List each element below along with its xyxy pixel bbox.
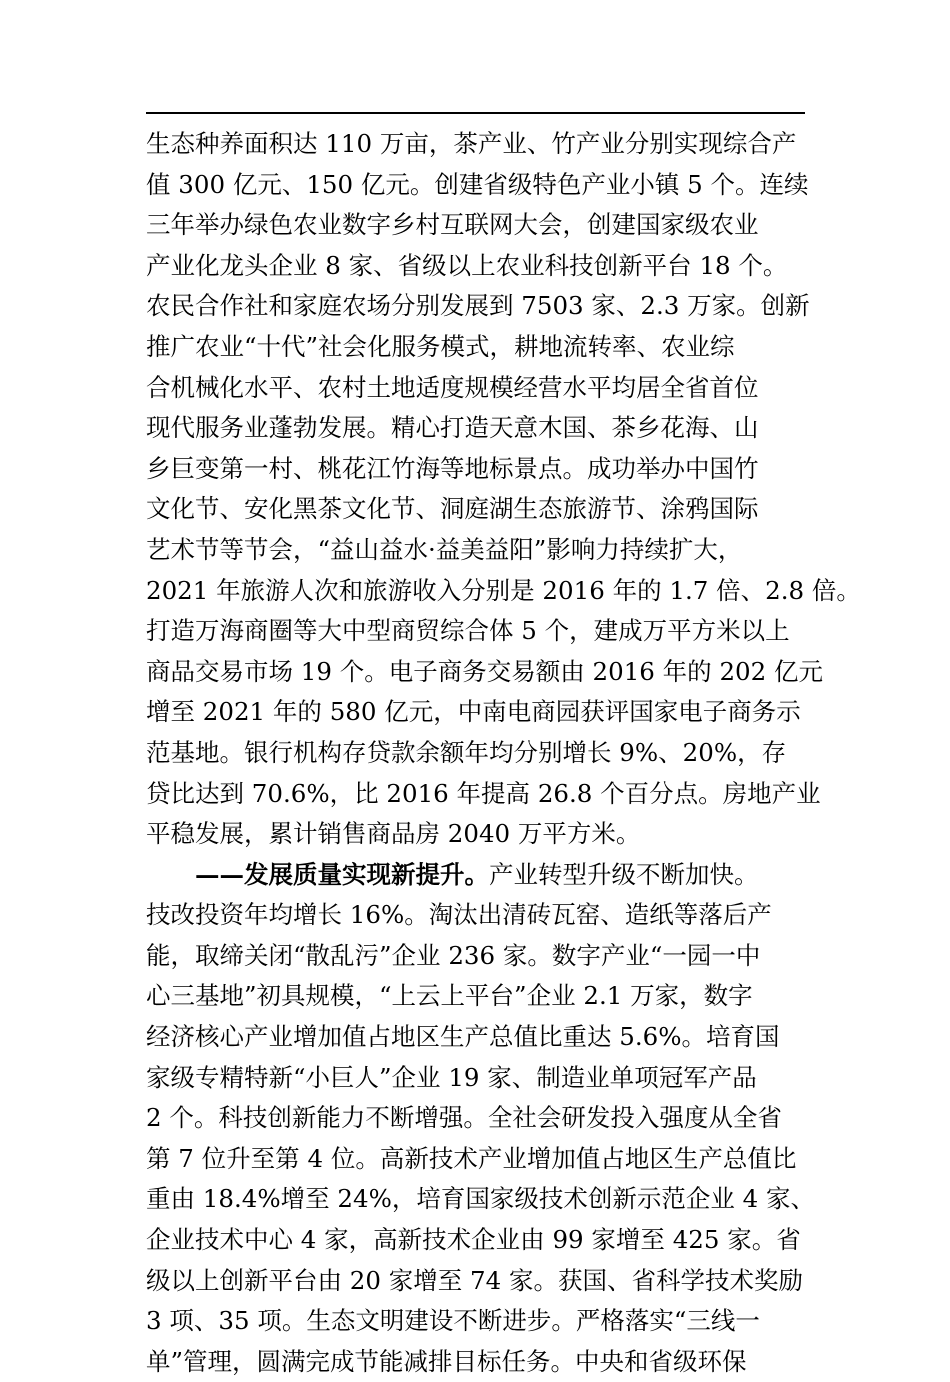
text-line: 产业化龙头企业 8 家、省级以上农业科技创新平台 18 个。 — [146, 250, 788, 280]
text-line: 技改投资年均增长 16%。淘汰出清砖瓦窑、造纸等落后产 — [146, 900, 772, 930]
text-line: 范基地。银行机构存贷款余额年均分别增长 9%、20%，存 — [146, 737, 787, 767]
text-line: 3 项、35 项。生态文明建设不断进步。严格落实“三线一 — [146, 1306, 760, 1336]
text-line: 商品交易市场 19 个。电子商务交易额由 2016 年的 202 亿元 — [146, 656, 824, 686]
text-line: 心三基地”初具规模，“上云上平台”企业 2.1 万家，数字 — [146, 981, 753, 1011]
text-line: 2021 年旅游人次和旅游收入分别是 2016 年的 1.7 倍、2.8 倍。 — [146, 575, 861, 605]
text-line: 文化节、安化黑茶文化节、洞庭湖生态旅游节、涂鸦国际 — [146, 494, 759, 524]
text-line: 企业技术中心 4 家，高新技术企业由 99 家增至 425 家。省 — [146, 1225, 801, 1255]
text-line: 农民合作社和家庭农场分别发展到 7503 家、2.3 万家。创新 — [146, 291, 810, 321]
text-line: 重由 18.4%增至 24%，培育国家级技术创新示范企业 4 家、 — [146, 1184, 816, 1214]
text-line: 三年举办绿色农业数字乡村互联网大会，创建国家级农业 — [146, 210, 759, 240]
text-line: 合机械化水平、农村土地适度规模经营水平均居全省首位 — [146, 372, 759, 402]
text-line: 第 7 位升至第 4 位。高新技术产业增加值占地区生产总值比 — [146, 1143, 797, 1173]
text-line: 2 个。科技创新能力不断增强。全社会研发投入强度从全省 — [146, 1103, 782, 1133]
header-rule — [146, 112, 805, 114]
document-body — [146, 124, 861, 1382]
text-line: 级以上创新平台由 20 家增至 74 家。获国、省科学技术奖励 — [146, 1265, 803, 1295]
text-line: 贷比达到 70.6%，比 2016 年提高 26.8 个百分点。房地产业 — [146, 778, 821, 808]
text-line: 单”管理，圆满完成节能减排目标任务。中央和省级环保 — [146, 1346, 747, 1376]
text-line: 平稳发展，累计销售商品房 2040 万平方米。 — [146, 819, 641, 849]
section-heading: ——发展质量实现新提升。 — [195, 859, 489, 889]
text-line: 家级专精特新“小巨人”企业 19 家、制造业单项冠军产品 — [146, 1062, 757, 1092]
text-line: 生态种养面积达 110 万亩，茶产业、竹产业分别实现综合产 — [146, 129, 797, 158]
text-line: 打造万海商圈等大中型商贸综合体 5 个，建成万平方米以上 — [146, 616, 790, 646]
text-line: 艺术节等节会，“益山益水·益美益阳”影响力持续扩大， — [146, 534, 743, 564]
paragraph-first-line — [146, 855, 826, 896]
heading-continuation: 产业转型升级不断加快。 — [489, 859, 759, 889]
text-line: 经济核心产业增加值占地区生产总值比重达 5.6%。培育国 — [146, 1022, 780, 1052]
text-line: 现代服务业蓬勃发展。精心打造天意木国、茶乡花海、山 — [146, 413, 759, 443]
text-line: 推广农业“十代”社会化服务模式，耕地流转率、农业综 — [146, 331, 735, 361]
text-line: 增至 2021 年的 580 亿元，中南电商园获评国家电子商务示 — [146, 697, 801, 727]
text-line: 乡巨变第一村、桃花江竹海等地标景点。成功举办中国竹 — [146, 453, 759, 483]
text-line: 能，取缔关闭“散乱污”企业 236 家。数字产业“一园一中 — [146, 940, 761, 970]
text-line: 值 300 亿元、150 亿元。创建省级特色产业小镇 5 个。连续 — [146, 169, 809, 199]
